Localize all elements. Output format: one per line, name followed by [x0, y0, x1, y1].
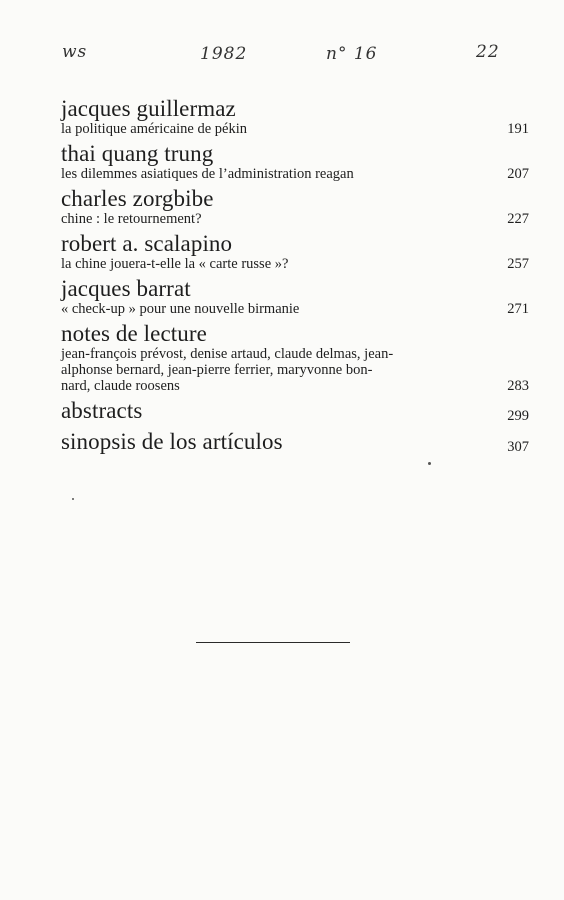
entry-title: la chine jouera-t-elle la « carte russe »? — [61, 256, 289, 272]
entry-line — [61, 121, 529, 137]
entry-title: chine : le retournement? — [61, 211, 202, 227]
entry-line — [61, 211, 529, 227]
entry-page-number: 257 — [507, 256, 529, 272]
toc-entry-sinopsis — [61, 429, 529, 454]
ink-speck — [72, 498, 74, 500]
section-heading: abstracts — [61, 398, 143, 423]
section-heading: sinopsis de los artículos — [61, 429, 283, 454]
entry-page-number: 207 — [507, 166, 529, 182]
entry-page-number: 299 — [507, 408, 529, 424]
notes-line: jean-françois prévost, denise artaud, claude delmas, jean- — [61, 346, 394, 362]
ink-speck — [428, 462, 431, 465]
entry-line — [61, 378, 529, 394]
entry-author: robert a. scalapino — [61, 231, 233, 256]
handwritten-note: ws — [62, 42, 88, 62]
toc-entry-notes — [61, 321, 529, 394]
notes-line: alphonse bernard, jean-pierre ferrier, maryvonne bon- — [61, 362, 373, 378]
toc-entry — [61, 96, 529, 137]
notes-authors — [61, 346, 529, 394]
entry-author: thai quang trung — [61, 141, 214, 166]
toc-entry — [61, 186, 529, 227]
entry-title: les dilemmes asiatiques de l’administration reagan — [61, 166, 354, 182]
entry-author: jacques guillermaz — [61, 96, 236, 121]
handwritten-note: 1982 — [200, 44, 248, 64]
notes-line: nard, claude roosens — [61, 378, 180, 394]
entry-page-number: 271 — [507, 301, 529, 317]
entry-page-number: 307 — [507, 439, 529, 455]
handwritten-note: n° 16 — [326, 44, 378, 64]
section-heading: notes de lecture — [61, 321, 207, 346]
entry-line — [61, 166, 529, 182]
horizontal-rule — [196, 642, 350, 643]
handwritten-annotations — [0, 38, 564, 78]
entry-title: la politique américaine de pékin — [61, 121, 248, 137]
entry-page-number: 283 — [507, 378, 529, 394]
table-of-contents — [61, 96, 529, 454]
handwritten-note: 22 — [476, 42, 500, 62]
entry-page-number: 227 — [507, 211, 529, 227]
entry-page-number: 191 — [507, 121, 529, 137]
toc-entry — [61, 231, 529, 272]
toc-entry — [61, 276, 529, 317]
toc-entry — [61, 141, 529, 182]
entry-line — [61, 256, 529, 272]
entry-author: jacques barrat — [61, 276, 191, 301]
entry-title: « check-up » pour une nouvelle birmanie — [61, 301, 300, 317]
entry-line — [61, 301, 529, 317]
toc-entry-abstracts — [61, 398, 529, 423]
entry-author: charles zorgbibe — [61, 186, 214, 211]
